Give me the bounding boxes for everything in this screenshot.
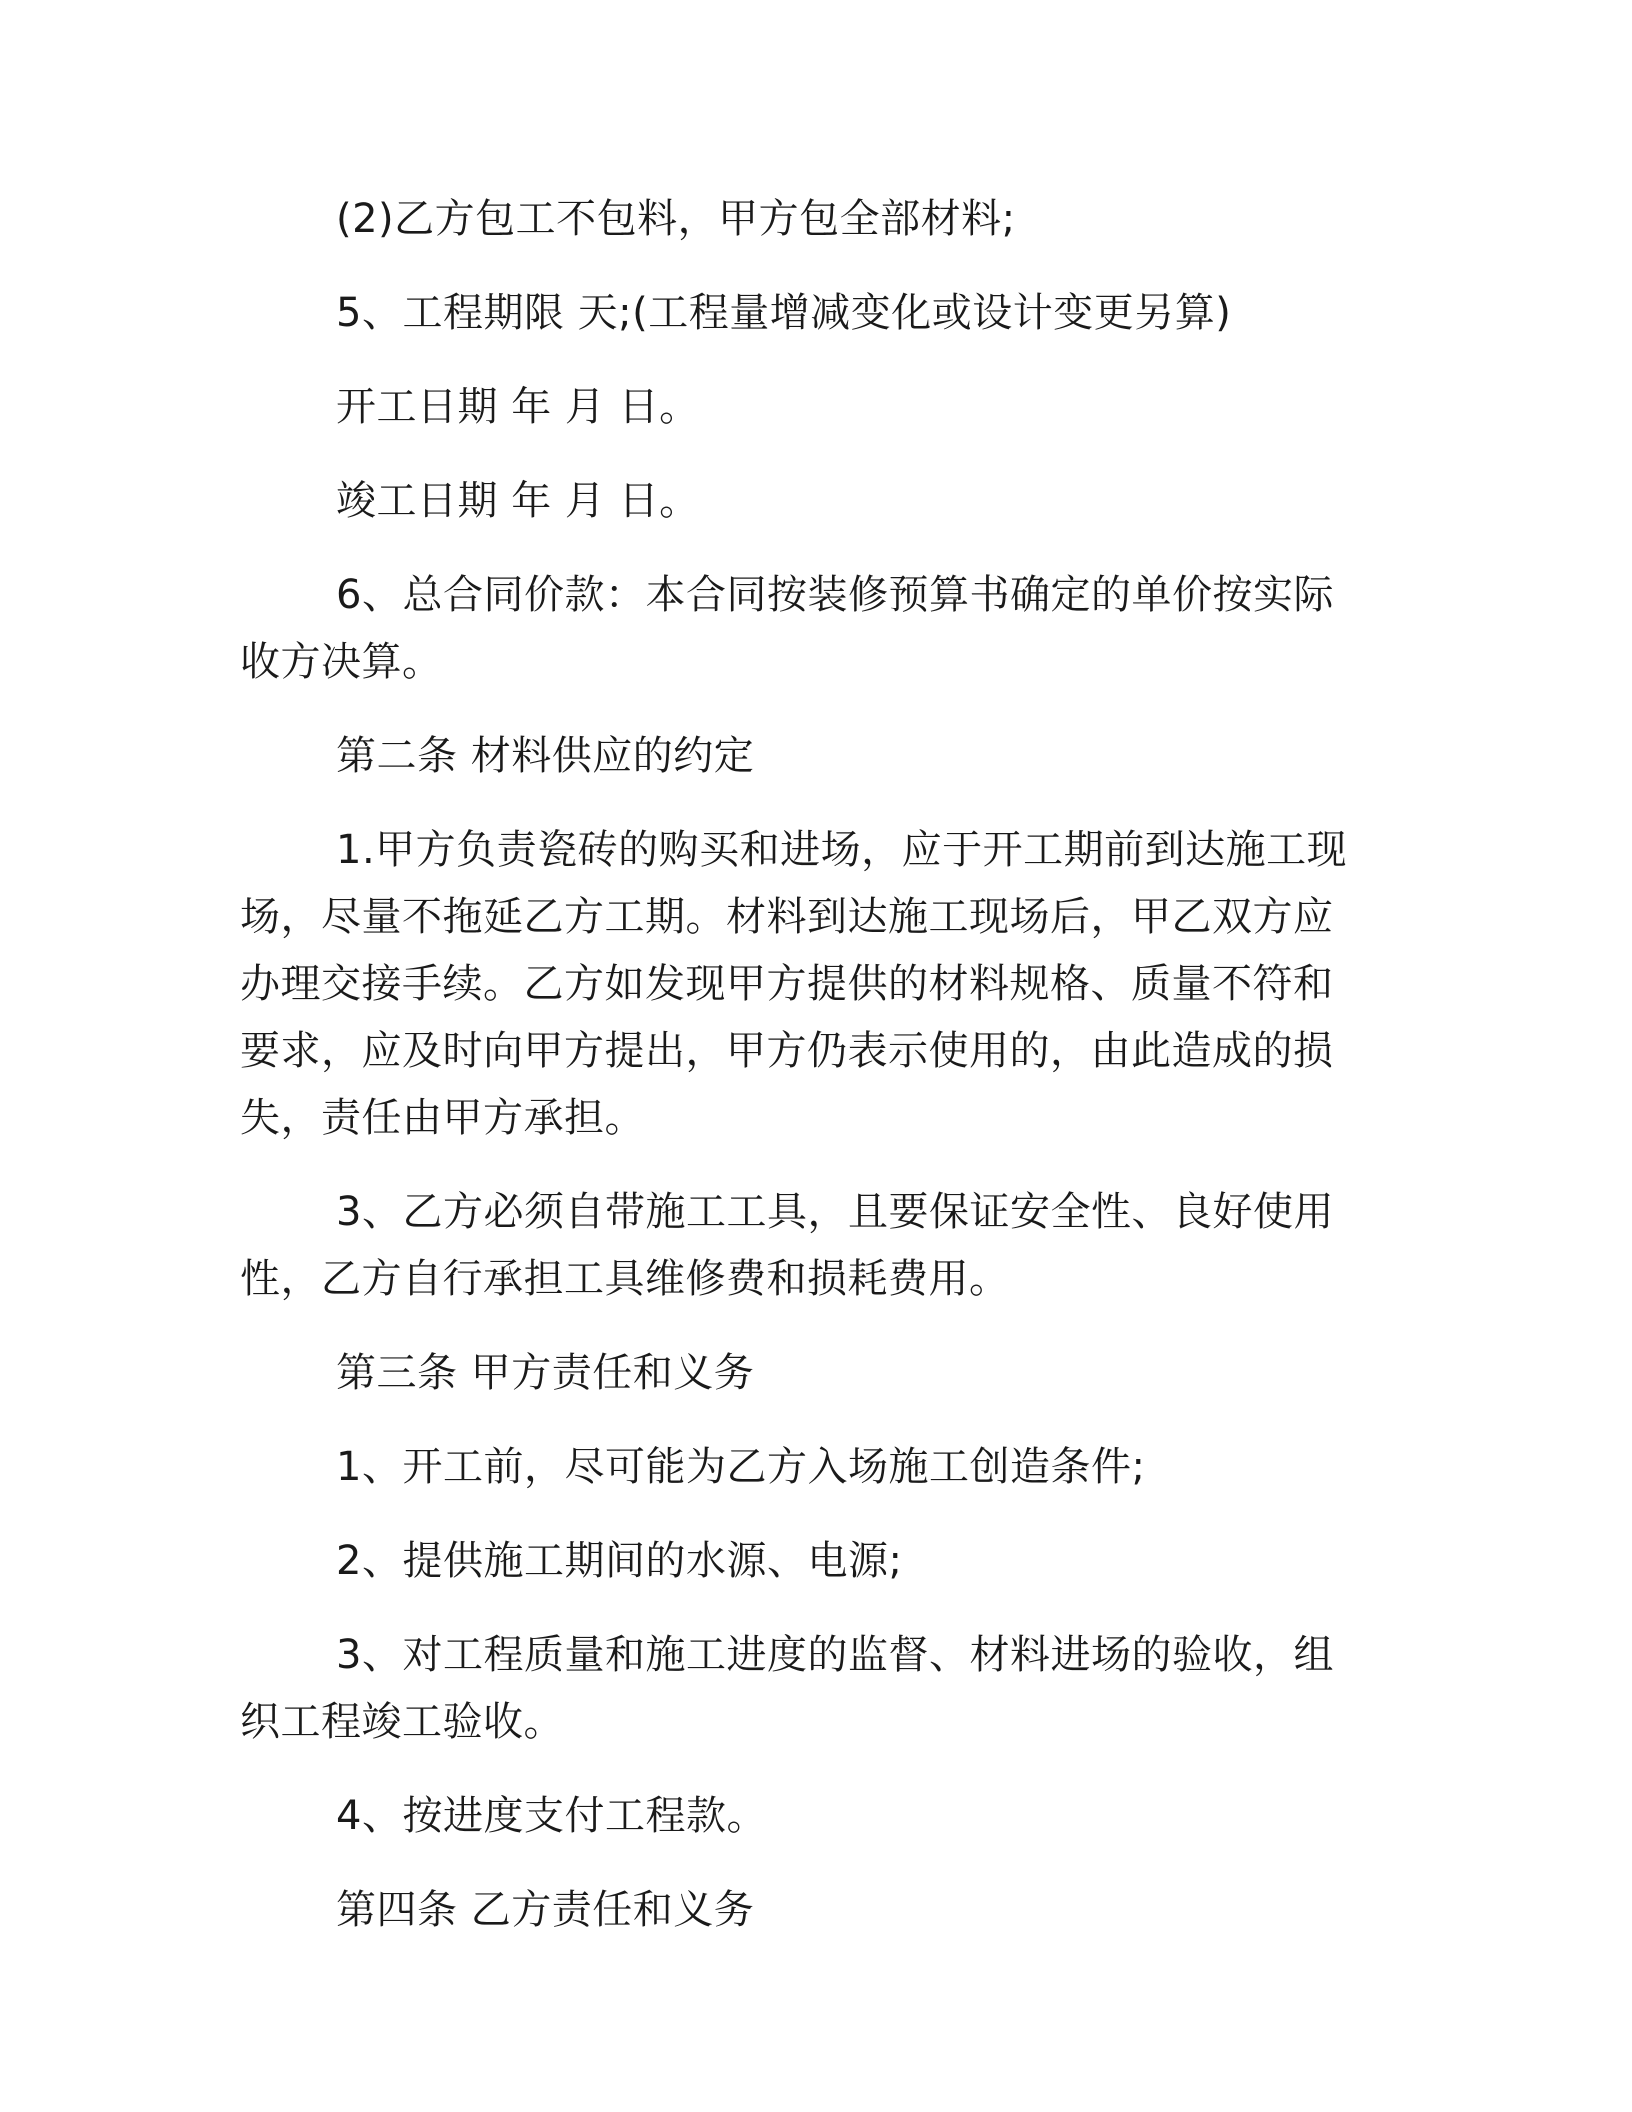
section-heading-article-4: 第四条 乙方责任和义务 [336, 1887, 755, 1933]
paragraph-party-a-duty-3: 3、对工程质量和施工进度的监督、材料进场的验收，组织工程竣工验收。 [240, 1632, 1334, 1745]
paragraph-start-date: 开工日期 年 月 日。 [336, 384, 700, 430]
paragraph-total-price: 6、总合同价款：本合同按装修预算书确定的单价按实际收方决算。 [240, 572, 1334, 685]
paragraph-party-a-duty-2: 2、提供施工期间的水源、电源; [336, 1538, 903, 1584]
document-body [240, 186, 1370, 1971]
paragraph-labor-only: (2)乙方包工不包料，甲方包全部材料; [336, 196, 1016, 242]
paragraph-party-a-duty-1: 1、开工前，尽可能为乙方入场施工创造条件; [336, 1444, 1146, 1490]
section-heading-article-2: 第二条 材料供应的约定 [336, 733, 755, 779]
paragraph-tile-supply: 1.甲方负责瓷砖的购买和进场，应于开工期前到达施工现场，尽量不拖延乙方工期。材料到达施工现场后，甲乙双方应办理交接手续。乙方如发现甲方提供的材料规格、质量不符和要求，应及时向甲方提出，甲方仍表示使用的，由此造成的损失，责任由甲方承担。 [240, 827, 1348, 1141]
section-heading-article-3: 第三条 甲方责任和义务 [336, 1350, 755, 1396]
paragraph-tools: 3、乙方必须自带施工工具，且要保证安全性、良好使用性，乙方自行承担工具维修费和损耗费用。 [240, 1189, 1334, 1302]
paragraph-party-a-duty-4: 4、按进度支付工程款。 [336, 1793, 767, 1839]
paragraph-project-duration: 5、工程期限 天;(工程量增减变化或设计变更另算) [336, 290, 1232, 336]
paragraph-completion-date: 竣工日期 年 月 日。 [336, 478, 700, 524]
